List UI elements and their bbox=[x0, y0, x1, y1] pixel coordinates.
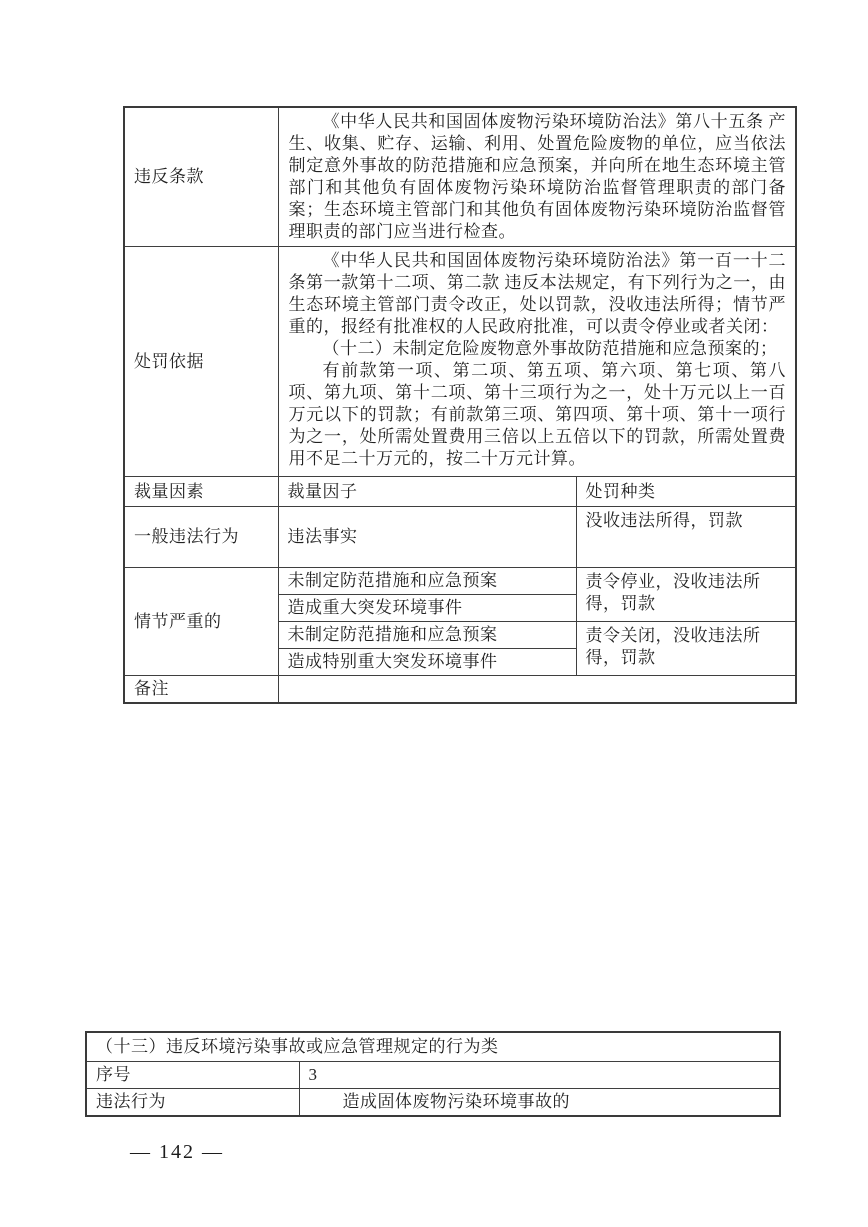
discretion-factor-header: 裁量因子 bbox=[278, 477, 576, 507]
row-violation-behavior bbox=[86, 1088, 780, 1116]
row-remarks bbox=[124, 676, 796, 704]
general-violation-factor: 违法事实 bbox=[278, 507, 576, 568]
page-number: — 142 — bbox=[130, 1141, 224, 1163]
general-violation-label: 一般违法行为 bbox=[124, 507, 278, 568]
discretion-factor-group-header: 裁量因素 bbox=[124, 477, 278, 507]
serious-violation-factor-1: 未制定防范措施和应急预案 bbox=[278, 568, 576, 595]
general-violation-penalty: 没收违法所得，罚款 bbox=[576, 507, 796, 568]
row-penalty-basis bbox=[124, 247, 796, 477]
penalty-basis-paragraph: （十二）未制定危险废物意外事故防范措施和应急预案的； bbox=[322, 339, 778, 358]
violated-clause-content bbox=[278, 107, 796, 247]
serious-violation-factor-2: 造成重大突发环境事件 bbox=[278, 595, 576, 622]
row-general-violation bbox=[124, 507, 796, 568]
penalty-basis-paragraph: 有前款第一项、第二项、第五项、第六项、第七项、第八项、第九项、第十二项、第十三项行为之一，处十万元以上一百万元以下的罚款；有前款第三项、第四项、第十项、第十一项行为之一，处所需处置费用三倍以上五倍以下的罚款，所需处置费用不足二十万元的，按二十万元计算。 bbox=[288, 361, 786, 468]
serious-violation-label: 情节严重的 bbox=[124, 568, 278, 676]
violation-behavior-label: 违法行为 bbox=[86, 1088, 299, 1116]
serious-violation-penalty-1: 责令停业，没收违法所得，罚款 bbox=[576, 568, 796, 622]
row-serious-violation-1 bbox=[124, 568, 796, 595]
next-section-table bbox=[85, 1031, 781, 1117]
remarks-content bbox=[278, 676, 796, 704]
row-serial-number bbox=[86, 1061, 780, 1088]
penalty-basis-paragraph: 《中华人民共和国固体废物污染环境防治法》第一百一十二条第一款第十二项、第二款 违反本法规定，有下列行为之一，由生态环境主管部门责令改正，处以罚款，没收违法所得；情节严重的，报经有批准权的人民政府批准，可以责令停业或者关闭： bbox=[288, 251, 786, 336]
violated-clause-text: 《中华人民共和国固体废物污染环境防治法》第八十五条 产生、收集、贮存、运输、利用、处置危险废物的单位，应当依法制定意外事故的防范措施和应急预案，并向所在地生态环境主管部门和其他负有固体废物污染环境防治监督管理职责的部门备案；生态环境主管部门和其他负有固体废物污染环境防治监督管理职责的部门应当进行检查。 bbox=[288, 112, 786, 241]
penalty-basis-content bbox=[278, 247, 796, 477]
section-title: （十三）违反环境污染事故或应急管理规定的行为类 bbox=[86, 1032, 780, 1061]
serious-violation-factor-3: 未制定防范措施和应急预案 bbox=[278, 622, 576, 649]
row-discretion-header bbox=[124, 477, 796, 507]
serial-number-value: 3 bbox=[299, 1061, 780, 1088]
penalty-type-header: 处罚种类 bbox=[576, 477, 796, 507]
row-violated-clause bbox=[124, 107, 796, 247]
penalty-detail-table bbox=[123, 106, 797, 704]
serial-number-label: 序号 bbox=[86, 1061, 299, 1088]
violation-behavior-value: 造成固体废物污染环境事故的 bbox=[299, 1088, 780, 1116]
serious-violation-factor-4: 造成特别重大突发环境事件 bbox=[278, 649, 576, 676]
violated-clause-label: 违反条款 bbox=[124, 107, 278, 247]
remarks-label: 备注 bbox=[124, 676, 278, 704]
penalty-basis-label: 处罚依据 bbox=[124, 247, 278, 477]
row-section-title bbox=[86, 1032, 780, 1061]
serious-violation-penalty-2: 责令关闭，没收违法所得，罚款 bbox=[576, 622, 796, 676]
